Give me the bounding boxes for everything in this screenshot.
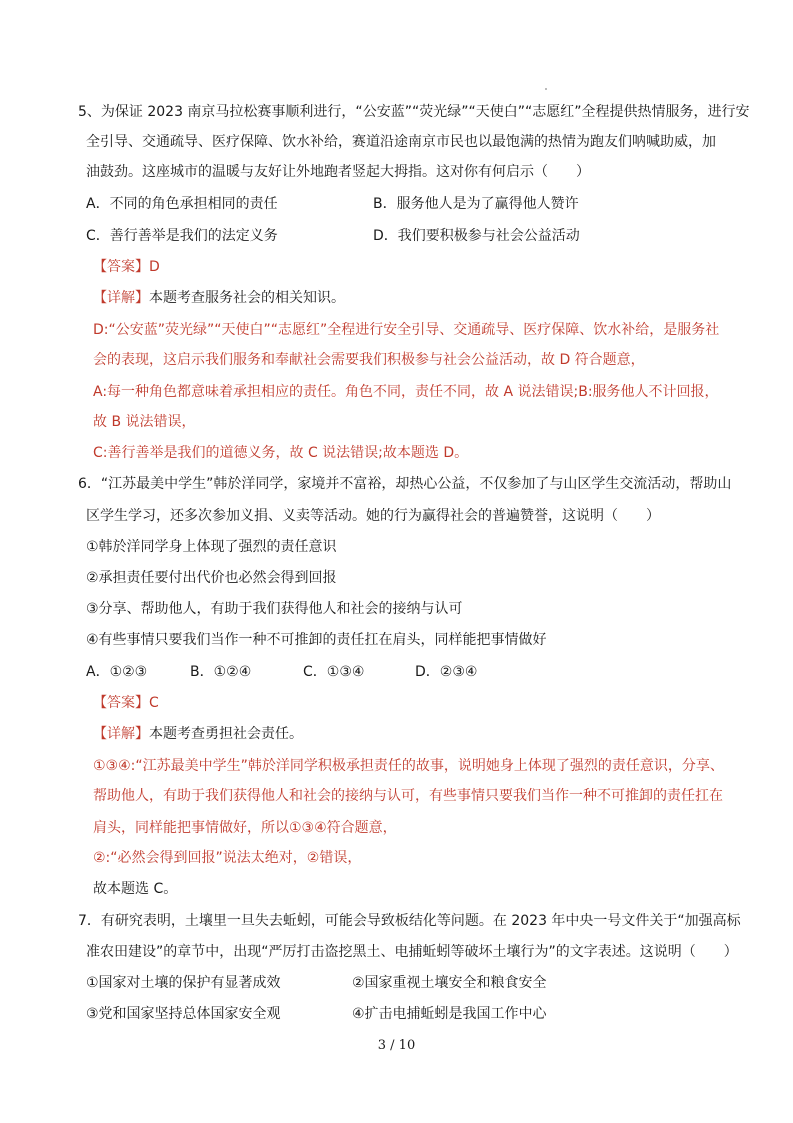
q5-stem-line2: 全引导、交通疏导、医疗保障、饮水补给，赛道沿途南京市民也以最饱满的热情为跑友们呐喊助威，加	[86, 134, 716, 150]
q5-option-d: D．我们要积极参与社会公益活动	[373, 228, 580, 244]
q6-detail	[93, 724, 303, 744]
q5-option-a: A．不同的角色承担相同的责任	[86, 196, 278, 212]
q7-item1: ①国家对土壤的保护有显著成效	[86, 975, 281, 991]
q7-item4: ④扩击电捕蚯蚓是我国工作中心	[352, 1006, 547, 1022]
q6-stem-line2: 区学生学习，还多次参加义捐、义卖等活动。她的行为赢得社会的普遍赞誉，这说明（ ）	[86, 508, 660, 524]
q6-option-d: D．②③④	[415, 664, 478, 680]
q6-item3: ③分享、帮助他人，有助于我们获得他人和社会的接纳与认可	[86, 601, 463, 617]
q5-explanation-line5: C:善行善举是我们的道德义务，故 C 说法错误;故本题选 D。	[93, 445, 469, 461]
q6-explanation-line5: 故本题选 C。	[93, 881, 178, 897]
q6-explanation-line1: ①③④:“江苏最美中学生”韩於洋同学积极承担责任的故事，说明她身上体现了强烈的责任意识，分享、	[93, 758, 724, 774]
scan-dot	[545, 88, 547, 90]
detail-text: 本题考查勇担社会责任。	[149, 726, 303, 742]
q5-stem-line3: 油鼓劲。这座城市的温暖与友好让外地跑者竖起大拇指。这对你有何启示（ ）	[86, 164, 590, 180]
q5-option-b: B．服务他人是为了赢得他人赞许	[373, 196, 579, 212]
answer-value: D	[149, 259, 160, 275]
q6-answer	[93, 693, 159, 713]
q5-explanation-line1: D:“公安蓝”荧光绿”“天使白”“志愿红”全程进行安全引导、交通疏导、医疗保障、饮水补给，是服务社	[93, 322, 720, 338]
detail-text: 本题考查服务社会的相关知识。	[149, 290, 345, 306]
q7-item3: ③党和国家坚持总体国家安全观	[86, 1006, 281, 1022]
q6-item2: ②承担责任要付出代价也必然会得到回报	[86, 570, 337, 586]
q6-option-c: C．①③④	[303, 664, 365, 680]
q6-explanation-line2: 帮助他人，有助于我们获得他人和社会的接纳与认可，有些事情只要我们当作一种不可推卸的责任扛在	[93, 788, 723, 804]
q6-explanation-line4: ②:“必然会得到回报”说法太绝对，②错误，	[93, 850, 362, 866]
answer-tag: 【答案】	[93, 695, 149, 711]
q5-explanation-line2: 会的表现，这启示我们服务和奉献社会需要我们积极参与社会公益活动，故 D 符合题意，	[93, 352, 645, 368]
page-number: 3 / 10	[377, 1038, 416, 1053]
q5-explanation-line4: 故 B 说法错误，	[93, 414, 196, 430]
q6-item1: ①韩於洋同学身上体现了强烈的责任意识	[86, 539, 337, 555]
detail-tag: 【详解】	[93, 726, 149, 742]
q5-stem-line1: 5、为保证 2023 南京马拉松赛事顺利进行，“公安蓝”“荧光绿”“天使白”“志愿红”全程提供热情服务，进行安	[78, 104, 750, 120]
q6-explanation-line3: 肩头，同样能把事情做好，所以①③④符合题意，	[93, 820, 397, 836]
q5-answer	[93, 257, 160, 277]
q7-stem-line1: 7．有研究表明，土壤里一旦失去蚯蚓，可能会导致板结化等问题。在 2023 年中央一号文件关于“加强高标	[78, 913, 741, 929]
q5-detail	[93, 288, 345, 308]
q7-stem-line2: 准农田建设”的章节中，出现“严厉打击盗挖黑土、电捕蚯蚓等破坏土壤行为”的文字表述。这说明（ ）	[86, 944, 738, 960]
q5-explanation-line3: A:每一种角色都意味着承担相应的责任。角色不同，责任不同，故 A 说法错误;B:服务他人不计回报，	[93, 384, 719, 400]
detail-tag: 【详解】	[93, 290, 149, 306]
answer-value: C	[149, 695, 159, 711]
q7-item2: ②国家重视土壤安全和粮食安全	[352, 975, 547, 991]
answer-tag: 【答案】	[93, 259, 149, 275]
q6-option-a: A．①②③	[86, 664, 148, 680]
q5-option-c: C．善行善举是我们的法定义务	[86, 228, 278, 244]
q6-option-b: B．①②④	[190, 664, 252, 680]
q6-stem-line1: 6．“江苏最美中学生”韩於洋同学，家境并不富裕，却热心公益，不仅参加了与山区学生交流活动，帮助山	[78, 476, 732, 492]
q6-item4: ④有些事情只要我们当作一种不可推卸的责任扛在肩头，同样能把事情做好	[86, 632, 547, 648]
